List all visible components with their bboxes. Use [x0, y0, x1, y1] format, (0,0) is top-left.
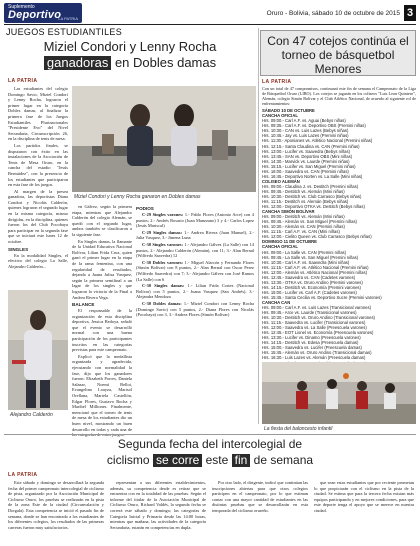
- result-item: [136, 283, 254, 300]
- left-col1-subhead: SINGLES: [8, 246, 29, 252]
- dateline: Oruro - Bolivia, sábado 10 de octubre de 2015: [266, 10, 400, 17]
- left-headline-highlight: ganadoras: [44, 56, 111, 70]
- schedule-row: Hrs. 09:45.- La Salle vs. San Miguel (Premini niñas): [262, 254, 359, 260]
- schedule-row: Hrs. 12:45.- EOT Lionel vs. Economía (Preescuela varones): [262, 330, 374, 336]
- schedule-row: Hrs. 09:45.- Alemán vs. San Miguel (Premini niñas): [262, 219, 357, 225]
- right-kicker: LA PATRIA: [262, 79, 292, 85]
- masthead: [4, 3, 416, 25]
- schedule-row: Hrs. 10:30.- Destitch vs. Oruro Andino (Transicional varones): [262, 315, 375, 321]
- left-col2-p1: en Gálvez, según la primera etapa, mientras que Alejandro Calderón del colegio Alemán, se quedó con el segundo lugar, ambos también se clasificaron a la siguiente fase.: [72, 204, 132, 237]
- schedule-rows: [262, 108, 416, 365]
- schedule-heading: COLISEO ALEMÁN: [262, 178, 300, 184]
- podium-label: PODIOS: [136, 206, 154, 211]
- left-body-col2: [72, 204, 132, 438]
- bottom-headline-highlight-1: se corre: [153, 454, 202, 467]
- schedule-row: Hrs. 12:00.- Saavedra vs. La Salle (Preescuela varones): [262, 325, 367, 331]
- schedule-row: Hrs. 15:00.- Lucifer vs. Carl A.F. (Cadetes varones): [262, 289, 357, 295]
- schedule-row: Hrs. 16:00.- Saavedra vs. CAN (Premini niñas): [262, 168, 349, 174]
- schedule-row: Hrs. 15:15.- Lucifer vs. San Miguel (Premini niñas): [262, 163, 356, 169]
- logo-sup: Suplemento: [8, 4, 35, 10]
- schedule-row: Hrs. 09:45.- Destitch vs. Alemán (Mini niñas): [262, 188, 345, 194]
- left-headline-line2: [8, 56, 252, 70]
- photo-alejandro-image: [8, 290, 68, 410]
- schedule-row: Hrs. 09:00.- Destitch vs. Alemán (Mini niñas): [262, 214, 345, 220]
- left-col1-p1: Las estudiantes del colegio Domingo Savio, Miziel Condori y Lenny Rocha, lograron el primer lugar en la categoría Dobles damas, al finalizar la primera fase de los Juegos Estudiantiles Plurinacionales "Presidente Evo" del Nivel Secundaria, Circunscripción 26, en la disciplina de tenis de mesa.: [8, 86, 68, 142]
- photo-baloncesto-image: [262, 362, 416, 424]
- schedule-row: Hrs. 10:30.- Alemán vs. CAN (Premini niñas): [262, 224, 345, 230]
- logo-name: Deportivo: [8, 9, 62, 21]
- result-text: 1.- Andrea Rivera (Juan Manuel), 2.- Julia Vasquez, 3.- Jimena Luna: [136, 229, 254, 241]
- bottom-col2-text: representan a sus diferentes establecimientos, además, su competencia desde es retirar que se encuentra con en la totalidad de las pruebas. Según el informe del titular de la Asociación Municipal de Ciclismo Oruro, Richard Valdés, la segunda fecha se correrá este sábado y domingo; las categorías de Categoría Inicial y Primaria desde las 14:00 horas, mientras que mañana, las actividades de la categoría Secundaria, estarán en competencias en dupla.: [110, 480, 206, 530]
- result-text: 1.- Lilian Frida Cortez (Nacional Bolívar) con 5 puntos, 2.- Juana Vasquez (San Andrés), 3.- Alejandra Mendoza: [136, 283, 254, 300]
- result-item: [136, 301, 254, 318]
- bottom-body-col4: [314, 480, 414, 542]
- bottom-headline-highlight-2: fin: [232, 454, 251, 467]
- schedule-row: Hrs. 15:45.- Santa Cecilia vs. Deportivo Sucre (Premini varones): [262, 294, 382, 300]
- schedule-row: Hrs. 13:30.- OTKA vs. Oruro Andino (Premini varones): [262, 279, 363, 285]
- schedule-row: Hrs. 12:00.- Deportivo OTKA vs. Destitch (Bebys niñas): [262, 204, 365, 210]
- bottom-body-col3: [212, 480, 308, 542]
- schedule-row: Hrs. 12:00.- Alemán vs. Atlético Nacional (Premini niñas): [262, 269, 367, 275]
- result-heading: C-30 Singles varones:: [142, 241, 183, 247]
- schedule-row: Hrs. 11:15.- Carl A.F. vs. Atlético Nacional (Premini niñas): [262, 264, 369, 270]
- schedule-row: Hrs. 16:30.- Luis Lazes vs. Alemán (Preescuela damas): [262, 355, 366, 361]
- result-item: [136, 260, 254, 282]
- schedule-row: Hrs. 09:00.- La Salle vs. CAN (Premini niñas): [262, 249, 347, 255]
- result-heading: C-29 Singles varones:: [142, 212, 184, 217]
- column-divider: [258, 28, 259, 424]
- left-col1-after: En la modalidad Singles, el efectivo del colegio La Salle, Alejandro Calderón...: [8, 252, 68, 269]
- result-heading: C-30 Dobles damas:: [142, 300, 182, 306]
- photo-dobles-damas: [72, 86, 256, 192]
- left-col2-subhead: BALANCE: [72, 302, 95, 308]
- schedule-intro: Con un total de 47 compromisos, continuará este fin de semana el Campeonato de la Liga de Básquetbol Oruro (LIBO). Los cotejos se jugarán en los coliseos "Luis Leon Quintero", Alemán, colegio Simón Bolívar y el Club Atlético Nacional, de acuerdo al siguiente rol de enfrentamientos:: [262, 86, 416, 107]
- schedule-row: Hrs. 16:45.- Deportivo Norten vs. La Salle (Mini niñas): [262, 173, 363, 179]
- bottom-headline-pre: ciclismo: [106, 453, 153, 467]
- schedule-heading: CANCHA OFICIAL: [262, 244, 298, 250]
- logo-sub: LA PATRIA: [58, 16, 78, 21]
- result-text: 1.- Alejandro Gálvez (La Salle) con 14 puntos, 2.- Alejandro Calderón (Alemán), con 11; 3.- Alan Bernal (Wilfredo Saavedra) 12: [136, 241, 254, 259]
- left-headline-rest: en Dobles damas: [111, 55, 217, 70]
- schedule-row: Hrs. 09:00.- Carl A.F. vs. Luis Lazes (Transicional varones): [262, 305, 371, 311]
- schedule-heading: CANCHA CAN: [262, 299, 291, 305]
- schedule-row: Hrs. 11:15.- Carl A.F. vs. CAN (Mini niñas): [262, 229, 340, 235]
- schedule-row: Hrs. 11:15.- Destitch vs. Alemán (Bebys niñas): [262, 199, 349, 205]
- result-text: 1.- Pablo Flores (Antonio Arce) con 4 puntos; 2.- Andrés Rosario (Juan Manzzano) 3 y 4.- Carlos Lopez (Jesús Mariscal): [136, 212, 254, 229]
- result-heading: C-29 Singles damas:: [142, 229, 183, 235]
- schedule-row: Hrs. 12:00.- Cielito Queen vs. Club Carrasco (Bebys niñas): [262, 234, 372, 240]
- left-body-col1: [8, 86, 68, 286]
- schedule-row: Hrs. 09:35.- Carl A.F. vs. Deportivo OBS (Premini niñas): [262, 123, 366, 129]
- result-item: [136, 212, 254, 229]
- photo-baloncesto: [262, 362, 416, 424]
- schedule-row: Hrs. 09:45.- Arce vs. Laurde (Transicional varones): [262, 310, 357, 316]
- schedule-row: Hrs. 11:15.- Saavedra vs. Lucifer (Transicional varones): [262, 320, 366, 326]
- schedule-row: Hrs. 15:45.- Alemán vs. Oruro Andino (Transicional damas): [262, 350, 372, 356]
- podium-results: [136, 204, 254, 416]
- bottom-col1-text: Este sábado y domingo se desarrollará la segunda fecha del primer campeonato intercolegial de ciclismo de pista, organizado por la Asociación Municipal de Ciclismo Oruro, los pruebas se realizarán en la pista de la zona Este de la ciudad (Circunvalación y Dorgala). Esta competencia se inició el pasado fin de semana, donde se han encontrado a los estudiantes de los diferentes colegios, los resultados de las primeras carreras fueron muy satisfactorios.: [8, 480, 104, 530]
- left-kicker: LA PATRIA: [8, 78, 38, 84]
- schedule-heading: DOMINGO 11 DE OCTUBRE: [262, 239, 317, 245]
- section-tag: JUEGOS ESTUDIANTILES: [6, 27, 123, 37]
- schedule-row: Hrs. 11:30.- Aponianes vs. Atlético Nacional (Premini niñas): [262, 138, 373, 144]
- schedule-row: Hrs. 13:00.- Lucifer vs. Saavedra (Bebys niñas): [262, 148, 350, 154]
- schedule-row: Hrs. 14:30.- Marvick vs. Laurde (Premini niñas): [262, 158, 350, 164]
- schedule-row: Hrs. 10:30.- Destitch vs. Club Carrasco (Bebys niñas): [262, 193, 362, 199]
- bottom-body-col1: [8, 480, 104, 542]
- schedule-row: Hrs. 10:30.- Carl A.F. vs. Saavedra (Mini niñas): [262, 259, 350, 265]
- result-text: 1.- Miguel Alarcón y Fernando Flores (Simón Bolívar) con 8 puntos, 2.- Alan Bernal con Oscar Perez (Wilfredo Saavedra) con 7; 3.- Alejandro Gálvez con José Ramos (La Salle) con 6: [136, 259, 254, 282]
- left-col2-after-p1: El responsable de la organización de esta disciplina deportiva, Jessica Bedoya, señaló que el evento se desarrolló normal con una buena participación de los participantes inscritos en las categorías previstas para este campeonato.: [72, 308, 132, 353]
- left-col2-p2: En Singles damas, la flamante de la Unidad Educativa Nacional Bolívar, Lilian Frida Cruz, quien ganó el primer lugar en la etapa de la rama femenina, con una regularidad de resultados, dejando a Juana Julisa Vasquez, según la primera semifinal a un Iagar de los singles y que lograron la victoria de la Final a Andrea Rivera Vega.: [72, 238, 132, 300]
- bottom-body-col2: [110, 480, 206, 542]
- schedule-row: Hrs. 09:00.- Claudina J. vs. Destitch (Premini niñas): [262, 183, 359, 189]
- photo-dobles-damas-caption: Miziel Condori y Lenny Rocha ganaron en Dobles damas: [74, 194, 201, 200]
- left-col1-p2: Los partidos finales, se disputaron con éxito en las instalaciones de la Asociación de Tenis de Mesa Oruro, en la cancha del estadio "Jesús Bermúdez", con la presencia de los estudiantes que participaron en esta fase de los juegos.: [8, 142, 68, 188]
- result-text: 1.- Miziel Condori con Lenny Rocha (Domingo Savio) con 5 puntos, 2.- Diana Flores con Nicolás (Pocobaya) con 3, 3.- Andrea Flores (Simón Bolívar): [136, 300, 254, 318]
- schedule-row: Hrs. 14:15.- Destitch vs. Edesa (Preescuela damas): [262, 340, 359, 346]
- schedule-row: Hrs. 13:45.- SAN vs. Deportivo OBS (Mini niñas): [262, 153, 353, 159]
- bottom-kicker: LA PATRIA: [8, 472, 38, 478]
- photo-dobles-damas-image: [72, 86, 256, 192]
- bottom-headline-mid: este: [202, 453, 232, 467]
- left-col2-after-p2: Explicó que la medallista organizada y agradecida, ejecutando con normalidad la fase, dijo que los ganadores fueron: Elizabeth Porres, Daniela Salazar, Noemí Bellot, Evangelina Loayza, Marisol Orellana, Mariela Castellón, Edgar Flores, Gustavo Rocha y Maribel Milliones. Finalmente, mencionó que el torneo de tenis de mesa de los estudiantes dio un buen nivel, mostrando un buen desarrollo en todas y cada una de las categorías de estos juegos.: [72, 353, 132, 438]
- schedule-row: Hrs. 10:45.- Jay vs. Luis Lazes (Premini niñas): [262, 133, 349, 139]
- result-heading: C-30 Singles damas:: [142, 283, 185, 289]
- bottom-col3-text: Por otro lado, el dirigente, indicó que continúan las inscripciones abiertas para que otros colegios participen en el campeonato, por lo que estiman contar con una mayor cantidad de estudiantes en las distintas pruebas que se desarrollarán en esta temporada del ciclismo orureño.: [212, 480, 308, 513]
- bottom-headline-line1: Segunda fecha del intercolegial de: [117, 437, 303, 451]
- photo-baloncesto-caption: La fiesta del baloncesto infantil: [264, 426, 333, 432]
- right-headline: Con 47 cotejos continúa el torneo de básquetbol Menores: [267, 34, 409, 76]
- bottom-headline-line2: [8, 454, 412, 467]
- result-heading: C-30 Dobles varones:: [142, 259, 184, 265]
- section-divider: [4, 434, 416, 435]
- left-col1-p3: Al margen de la presea ganadora, las deportistas Diana Condori y Nicolás Calderón, quienes lograron el segundo lugar en la misma categoría, mismo dirigidas, en la disciplina, quienes fueron los del Club Pocobaya para participar en la segunda fase que se iniciará este lunes 12 de octubre.: [8, 188, 68, 245]
- page-number: 3: [404, 5, 416, 21]
- schedule-heading: SÁBADO 10 DE OCTUBRE: [262, 108, 315, 114]
- bottom-headline-post: de semana: [250, 453, 314, 467]
- result-item: [136, 230, 254, 241]
- schedule-row: Hrs. 12:15.- Santa Claudina vs. CAN (Premini niñas): [262, 143, 360, 149]
- schedule-row: Hrs. 15:00.- Saavedra vs. Lucifer (Preescuela damas): [262, 345, 362, 351]
- schedule-heading: CANCHA OFICIAL: [262, 113, 298, 119]
- schedule-list: [262, 86, 416, 366]
- schedule-row: Hrs. 10:30.- CAN vs. Luis Lazes (Bebys niñas): [262, 128, 349, 134]
- schedule-heading: CANCHA SIMÓN BOLÍVAR: [262, 209, 315, 215]
- photo-alejandro-caption: Alejandro Calderón: [10, 412, 53, 418]
- left-headline-line1: Miziel Condori y Lenny Rocha: [43, 39, 217, 54]
- schedule-row: Hrs. 14:15.- Destitch vs. Economía (Premini varones): [262, 284, 361, 290]
- schedule-row: Hrs. 09:00.- Carl A.F. vs. Aguai (Bebys niñas): [262, 118, 346, 124]
- supplement-logo: [4, 3, 82, 23]
- bottom-col4-text: que sean estas estudiantes que por reciente prometan lo que propiciarán con el ciclismo en la pista de la ciudad. Se estima que para la tercera fecha existan más equipos participando y en mejores condiciones, para que este deporte tenga el apoyo que se merece en nuestra ciudad.: [314, 480, 414, 513]
- schedule-row: Hrs. 12:45.- Saavedra vs. CAN (Cadetes varones): [262, 274, 356, 280]
- result-item: [136, 242, 254, 259]
- photo-alejandro: [8, 290, 68, 410]
- schedule-row: Hrs. 13:30.- Lucifer vs. Dinamo (Preescuela varones): [262, 335, 361, 341]
